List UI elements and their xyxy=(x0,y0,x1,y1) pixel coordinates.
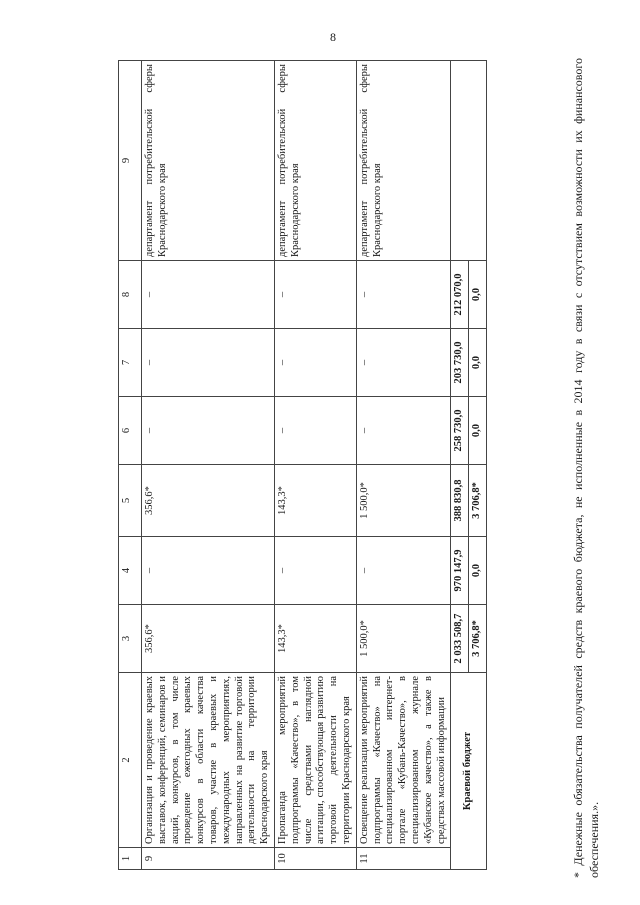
cell-col4: – xyxy=(142,537,275,605)
col-header: 3 xyxy=(119,605,142,673)
cell-col4: – xyxy=(274,537,356,605)
row-number: 10 xyxy=(274,848,356,870)
footnote: * Денежные обязательства получателей средств краевого бюджета, не исполненные в 2014 году в связи с отсутствием возможности их финансового обеспечения.». xyxy=(571,58,602,878)
cell-col6: – xyxy=(356,397,451,465)
total-col8: 212 070,0 xyxy=(451,261,469,329)
col-header: 2 xyxy=(119,673,142,848)
totals-empty-cell xyxy=(451,61,487,261)
cell-col7: – xyxy=(142,329,275,397)
responsible-party: департамент потребительской сферы Краснодарского края xyxy=(356,61,451,261)
total-col4: 970 147,9 xyxy=(451,537,469,605)
cell-col3: 143,3* xyxy=(274,605,356,673)
activity-name: Пропаганда мероприятий подпрограммы «Качество», в том числе средствами наглядной агитации, способствующая развитию торговой деятельности на территории Краснодарского края xyxy=(274,673,356,848)
table-row xyxy=(142,61,275,870)
col-header: 7 xyxy=(119,329,142,397)
page-number: 8 xyxy=(330,30,336,44)
total-col5: 388 830,8 xyxy=(451,465,469,537)
cell-col6: – xyxy=(142,397,275,465)
table-row xyxy=(274,61,356,870)
budget-table-rotated xyxy=(118,60,528,870)
row-number: 11 xyxy=(356,848,451,870)
total-col4: 0,0 xyxy=(469,537,487,605)
total-col7: 0,0 xyxy=(469,329,487,397)
cell-col3: 1 500,0* xyxy=(356,605,451,673)
col-header: 1 xyxy=(119,848,142,870)
col-header: 8 xyxy=(119,261,142,329)
col-header: 4 xyxy=(119,537,142,605)
activity-name: Освещение реализации мероприятий подпрограммы «Качество» на специализированном интернет-портале «Кубань-Качество», в специализированном журнале «Кубанское качество», а также в средствах массовой информации xyxy=(356,673,451,848)
cell-col7: – xyxy=(356,329,451,397)
cell-col4: – xyxy=(356,537,451,605)
row-number: 9 xyxy=(142,848,275,870)
cell-col3: 356,6* xyxy=(142,605,275,673)
totals-row xyxy=(451,61,469,870)
total-col7: 203 730,0 xyxy=(451,329,469,397)
total-col5: 3 706,8* xyxy=(469,465,487,537)
cell-col7: – xyxy=(274,329,356,397)
col-header: 9 xyxy=(119,61,142,261)
cell-col6: – xyxy=(274,397,356,465)
responsible-party: департамент потребительской сферы Краснодарского края xyxy=(142,61,275,261)
cell-col8: – xyxy=(142,261,275,329)
table-row xyxy=(356,61,451,870)
cell-col5: 143,3* xyxy=(274,465,356,537)
total-col6: 258 730,0 xyxy=(451,397,469,465)
total-col3: 2 033 508,7 xyxy=(451,605,469,673)
col-header: 6 xyxy=(119,397,142,465)
cell-col5: 1 500,0* xyxy=(356,465,451,537)
cell-col8: – xyxy=(274,261,356,329)
col-header: 5 xyxy=(119,465,142,537)
header-row xyxy=(119,61,142,870)
cell-col8: – xyxy=(356,261,451,329)
cell-col5: 356,6* xyxy=(142,465,275,537)
totals-label: Краевой бюджет xyxy=(451,673,487,870)
total-col6: 0,0 xyxy=(469,397,487,465)
total-col8: 0,0 xyxy=(469,261,487,329)
budget-table xyxy=(118,60,487,870)
total-col3: 3 706,8* xyxy=(469,605,487,673)
activity-name: Организация и проведение краевых выставок, конференций, семинаров и акций, конкурсов, в том числе проведение ежегодных краевых конкурсов в области качества товаров, участие в краевых и международных мероприятиях, направленных на развитие торговой деятельности на территории Краснодарского края xyxy=(142,673,275,848)
responsible-party: департамент потребительской сферы Краснодарского края xyxy=(274,61,356,261)
